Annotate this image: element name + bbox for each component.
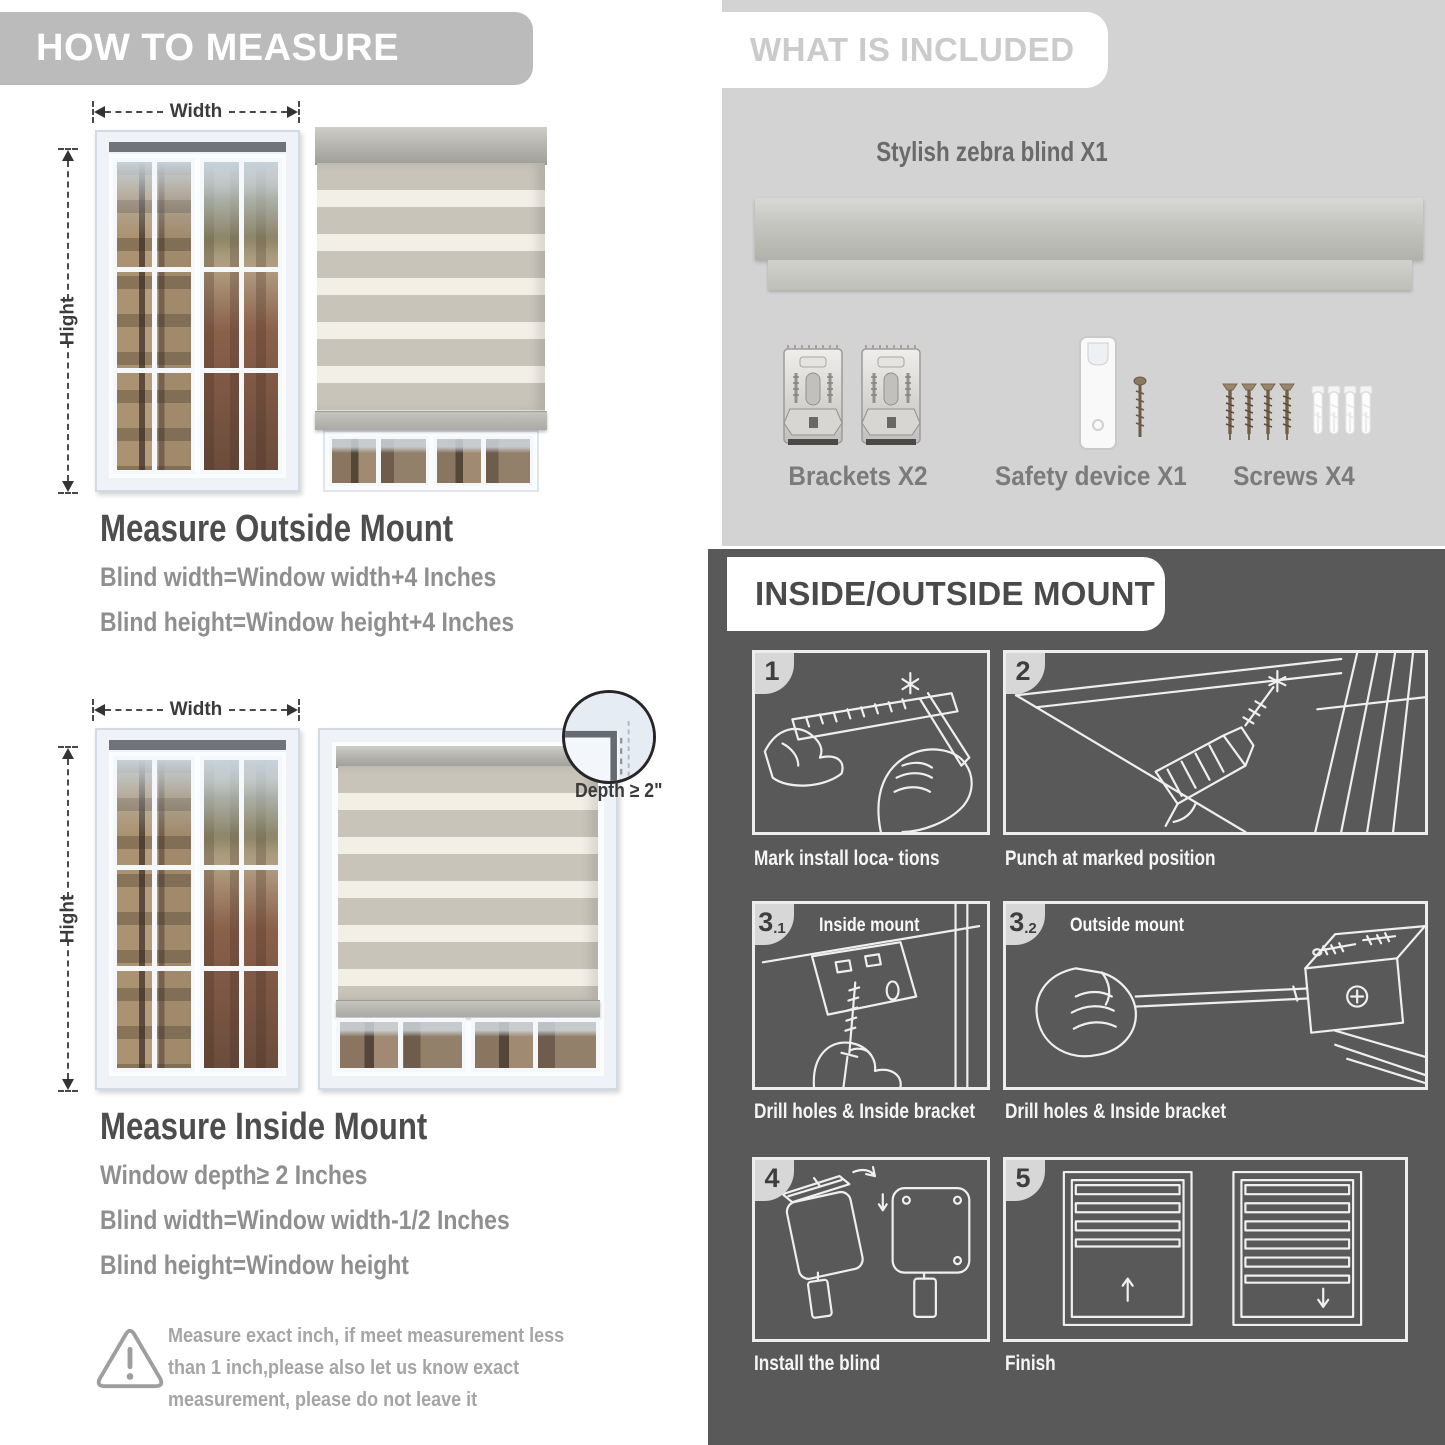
- height-arrow-inside: [55, 746, 81, 1092]
- width-arrow-inside: [92, 698, 300, 722]
- window-pane-photo: [200, 158, 282, 474]
- zebra-blind-illustration-outside: [315, 127, 547, 492]
- window-under-blind: [323, 430, 539, 492]
- arrow-dash: [105, 111, 163, 113]
- window-pane-photo: [471, 1018, 601, 1072]
- window-pane-photo: [336, 1018, 466, 1072]
- how-to-measure-header: [0, 12, 533, 85]
- step-caption: Punch at marked position: [1005, 847, 1216, 870]
- badge-number: 4: [764, 1162, 780, 1193]
- window-illustration-inside-mount: [318, 728, 618, 1090]
- step-3-1-panel: [752, 901, 990, 1090]
- window-doors: [109, 154, 286, 478]
- blind-cassette: [315, 127, 547, 165]
- inside-formula-height: [100, 1250, 463, 1281]
- arrow-down-icon: [62, 1079, 74, 1090]
- install-blind-illustration: [755, 1160, 987, 1339]
- formula-text: Blind height=Window height+4 Inches: [100, 607, 515, 637]
- step-caption: Mark install loca- tions: [754, 847, 940, 870]
- step-1-panel: [752, 650, 990, 835]
- formula-text: Window depth≥ 2 Inches: [100, 1160, 368, 1190]
- width-label: Width: [169, 101, 223, 122]
- blind-label: Stylish zebra blind X1: [876, 136, 1108, 167]
- window-illustration-inside-left: [95, 728, 300, 1090]
- screws-icon: [1220, 382, 1375, 444]
- badge-number: 5: [1015, 1162, 1031, 1193]
- arrow-right-icon: [287, 106, 298, 118]
- step-caption: Drill holes & Inside bracket: [1005, 1100, 1227, 1123]
- window-opening: [332, 742, 604, 1076]
- blind-bottom-rail: [336, 1000, 600, 1017]
- measurement-warning: Measure exact inch, if meet measurement less than 1 inch,please also let us know exact measurement, please do not leave it: [168, 1325, 565, 1411]
- brackets-label: Brackets X2: [788, 461, 928, 491]
- step-caption: Install the blind: [754, 1352, 881, 1375]
- zebra-blind-valance-image: [768, 260, 1412, 290]
- window-doors: [109, 752, 286, 1076]
- formula-text: Blind width=Window width-1/2 Inches: [100, 1205, 510, 1235]
- step-caption: Drill holes & Inside bracket: [754, 1100, 976, 1123]
- arrow-dash: [67, 940, 69, 1079]
- badge-number: 3: [1009, 906, 1025, 937]
- screws-label: Screws X4: [1233, 461, 1355, 491]
- badge-number: 1: [764, 655, 780, 686]
- safety-device-icon: [1052, 335, 1162, 455]
- finish-illustration: [1006, 1160, 1405, 1339]
- inside-mount-title: [100, 1106, 499, 1149]
- window-under-blind: [336, 1018, 600, 1072]
- outside-bracket-illustration: [1006, 904, 1425, 1087]
- blind-bottom-rail: [315, 411, 547, 430]
- badge-sub: .1: [773, 919, 786, 937]
- badge-number: 3: [758, 906, 774, 937]
- height-label: Hight: [57, 894, 79, 944]
- what-is-included-header: [722, 12, 1108, 88]
- arrow-endbar: [58, 1090, 78, 1092]
- mark-locations-illustration: [755, 653, 987, 832]
- arrow-dash: [105, 709, 163, 711]
- alert-triangle-icon: [96, 1322, 164, 1396]
- how-to-measure-title: HOW TO MEASURE: [36, 27, 400, 69]
- depth-callout-label: [575, 780, 662, 803]
- mount-instructions-panel: [708, 549, 1445, 1445]
- arrow-endbar: [298, 699, 300, 721]
- arrow-dash: [67, 161, 69, 300]
- arrow-dash: [229, 709, 287, 711]
- what-is-included-title: WHAT IS INCLUDED: [750, 31, 1075, 68]
- step-2-panel: [1003, 650, 1428, 835]
- step-caption: Finish: [1005, 1352, 1056, 1375]
- inside-formula-depth: [100, 1160, 415, 1191]
- arrow-endbar: [58, 492, 78, 494]
- brackets-icon: [782, 343, 922, 453]
- what-is-included-panel: [722, 0, 1445, 546]
- outside-formula-height: [100, 607, 587, 638]
- blind-stripes: [317, 163, 545, 412]
- outside-mount-step-label: Outside mount: [1070, 915, 1184, 936]
- arrow-right-icon: [287, 704, 298, 716]
- arrow-dash: [67, 759, 69, 898]
- blind-cassette: [336, 746, 600, 768]
- depth-callout-circle: [562, 690, 656, 784]
- outside-mount-title: [100, 508, 531, 551]
- arrow-up-icon: [62, 748, 74, 759]
- arrow-down-icon: [62, 481, 74, 492]
- height-label: Hight: [57, 296, 79, 346]
- safety-device-label: Safety device X1: [995, 461, 1187, 491]
- arrow-dash: [67, 342, 69, 481]
- drill-illustration: [1006, 653, 1425, 832]
- outside-mount-title-text: Measure Outside Mount: [100, 508, 454, 550]
- formula-text: Blind width=Window width+4 Inches: [100, 562, 497, 592]
- inside-formula-width: [100, 1205, 582, 1236]
- width-arrow-outside: [92, 100, 300, 124]
- step-5-panel: [1003, 1157, 1408, 1342]
- window-pane-photo: [200, 756, 282, 1072]
- formula-text: Blind height=Window height: [100, 1250, 409, 1280]
- window-pane-photo: [113, 756, 195, 1072]
- arrow-up-icon: [62, 150, 74, 161]
- badge-sub: .2: [1024, 919, 1037, 937]
- arrow-endbar: [298, 101, 300, 123]
- window-corner-zoom-icon: [565, 693, 653, 781]
- arrow-dash: [229, 111, 287, 113]
- mount-title: INSIDE/OUTSIDE MOUNT: [755, 575, 1156, 612]
- mount-header: [727, 557, 1165, 631]
- window-sash-bar: [109, 740, 286, 750]
- window-illustration-outside: [95, 130, 300, 492]
- inside-mount-title-text: Measure Inside Mount: [100, 1106, 428, 1148]
- arrow-left-icon: [94, 106, 105, 118]
- step-4-panel: [752, 1157, 990, 1342]
- height-arrow-outside: [55, 148, 81, 494]
- window-sash-bar: [109, 142, 286, 152]
- window-pane-photo: [113, 158, 195, 474]
- inside-mount-step-label: Inside mount: [819, 915, 920, 936]
- arrow-left-icon: [94, 704, 105, 716]
- zebra-blind-cassette-image: [755, 198, 1423, 260]
- window-pane-photo: [434, 436, 534, 486]
- window-pane-photo: [329, 436, 429, 486]
- step-3-2-panel: [1003, 901, 1428, 1090]
- width-label: Width: [169, 699, 223, 720]
- blind-stripes: [338, 766, 598, 1000]
- badge-number: 2: [1015, 655, 1031, 686]
- depth-text: Depth ≥ 2": [575, 780, 663, 802]
- outside-formula-width: [100, 562, 566, 593]
